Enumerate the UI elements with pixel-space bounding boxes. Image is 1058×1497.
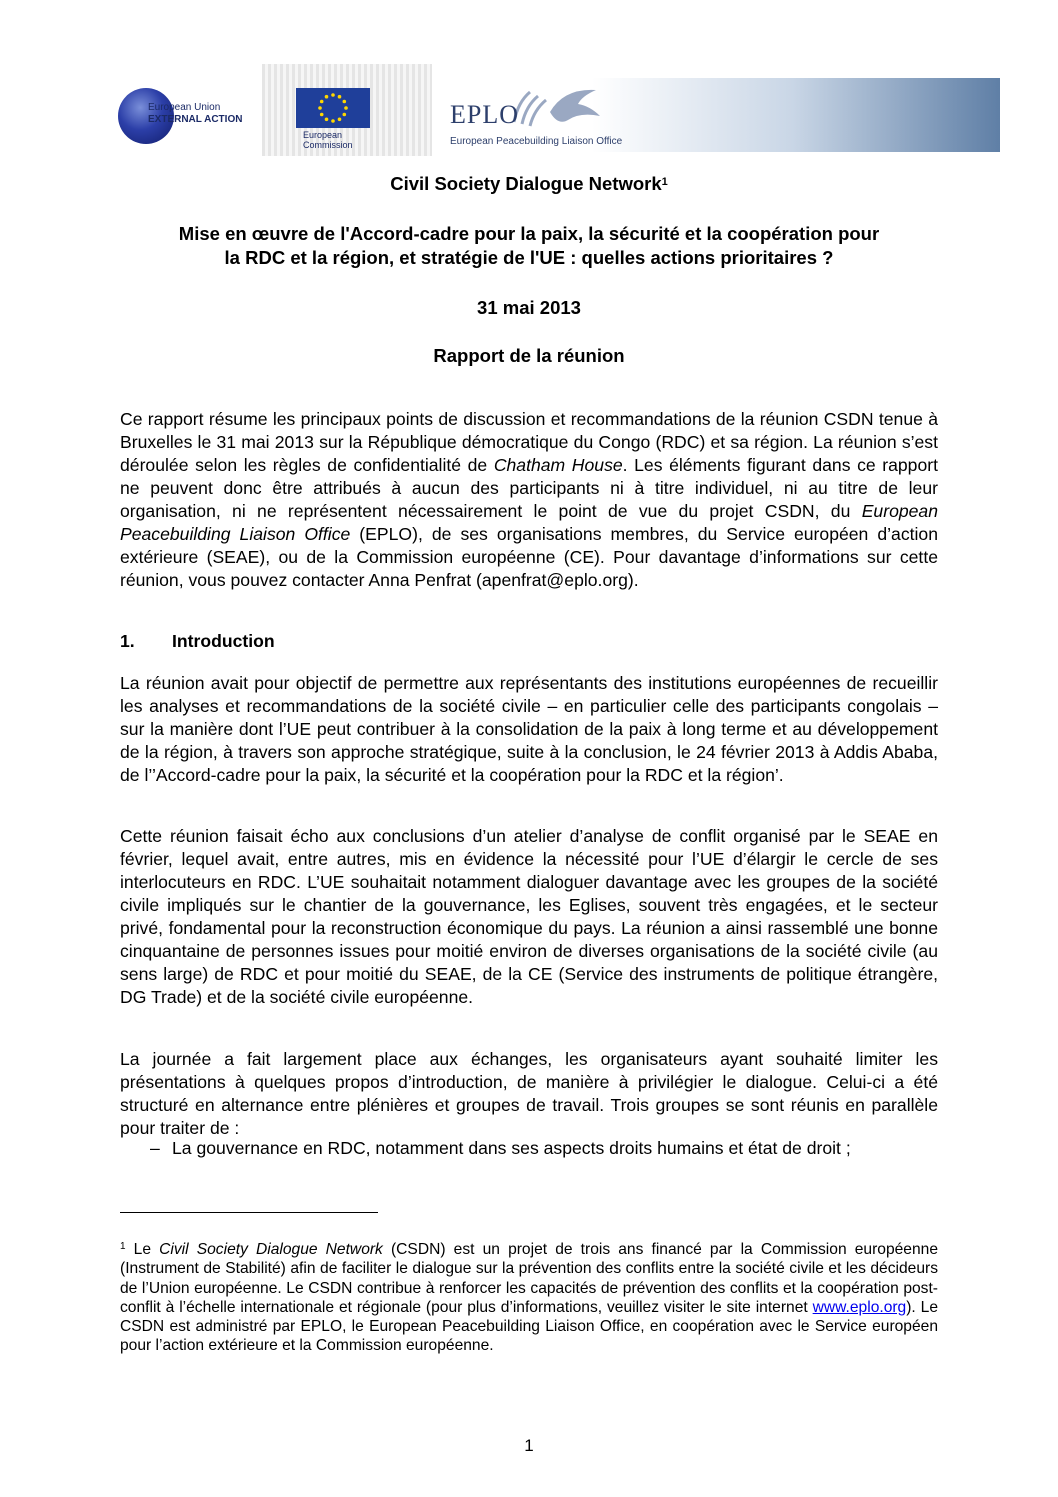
footnote-1: [120, 1240, 938, 1356]
footnote-lead: Le: [125, 1241, 160, 1258]
bullet-item-governance: La gouvernance en RDC, notamment dans ses aspects droits humains et état de droit ;: [172, 1138, 851, 1158]
eplo-full-name: European Peacebuilding Liaison Office: [450, 136, 623, 147]
eplo-website-link[interactable]: www.eplo.org: [812, 1298, 907, 1316]
network-title-text: Civil Society Dialogue Network: [390, 173, 662, 194]
ec-label-line1: European: [303, 130, 343, 140]
network-title: [0, 172, 1058, 196]
report-title: Rapport de la réunion: [433, 345, 625, 366]
eu-external-action-logo: [116, 86, 256, 148]
section1-paragraph-1: La réunion avait pour objectif de permettre aux représentants des institutions européennes de recueillir les analyses et recommandations de la société civile – en particulier celle des participants congolais – sur la manière dont l’UE peut contribuer à la consolidation de la paix à long terme et au développement de la région, à travers son approche stratégique, suite à la conclusion, le 24 février 2013 à Addis Ababa, de l’’Accord-cadre pour la paix, la sécurité et la coopération pour la RDC et la région’.: [120, 673, 938, 785]
meeting-date: 31 mai 2013: [477, 297, 581, 318]
footnote-separator: [120, 1212, 378, 1213]
eeas-logo-line2: EXTERNAL ACTION: [148, 114, 243, 125]
ec-label-line2: Commission: [303, 140, 353, 150]
meeting-title-line2: la RDC et la région, et stratégie de l'UE : quelles actions prioritaires ?: [224, 247, 834, 268]
footnote-text-1: (CSDN) est un projet de trois ans financé par la Commission européenne (Instrument de Stabilité) afin de faciliter le dialogue sur la prévention des conflits entre la société civile et les décideurs de l’Union européenne. Le CSDN contribue à renforcer les capacités de prévention des conflits et la coopération post-conflit à l’échelle internationale et régionale (pour plus d’informations, veuillez visiter le site internet: [120, 1241, 938, 1316]
csdn-italic: Civil Society Dialogue Network: [159, 1241, 383, 1258]
eplo-logo: [448, 82, 623, 152]
bullet-dash: –: [150, 1138, 160, 1158]
section1-paragraph-3: La journée a fait largement place aux échanges, les organisateurs ayant souhaité limiter les présentations à quelques propos d’introduction, de manière à privilégier le dialogue. Celui-ci a été structuré en alternance entre plénières et groupes de travail. Trois groupes se sont réunis en parallèle pour traiter de :: [120, 1049, 938, 1138]
section1-paragraph-2: Cette réunion faisait écho aux conclusions d’un atelier d’analyse de conflit organisé par le SEAE en février, lequel avait, entre autres, mis en évidence la nécessité pour l’UE d’élargir le cercle de ses interlocuteurs en RDC. L’UE souhaitait notamment dialoguer davantage avec les groupes de la société civile impliqués sur le chantier de la gouvernance, les Eglises, souvent très engagées, et le secteur privé, fondamental pour la reconstruction économique du pays. La réunion a ainsi rassemblé une bonne cinquantaine de personnes issues pour moitié environ de diverses organisations de la société civile (au sens large) de RDC et pour moitié du SEAE, de la CE (Service des instruments de politique étrangère, DG Trade) et de la société civile européenne.: [120, 826, 938, 1007]
dove-icon: [504, 82, 608, 134]
footnote-text-2: ). Le CSDN est administré par EPLO, le European Peacebuilding Liaison Office, en coopération avec le Service européen pour l’action extérieure et la Commission européenne.: [120, 1298, 938, 1355]
eu-flag-icon: [296, 88, 370, 128]
section-heading-introduction: [120, 630, 275, 653]
footnote-mark: 1: [120, 1241, 126, 1252]
footnote-ref-1[interactable]: 1: [661, 176, 668, 188]
meeting-title: [0, 222, 1058, 270]
eeas-logo-line1: European Union: [148, 102, 221, 113]
intro-text-2: . Les éléments figurant dans ce rapport ne peuvent donc être attribués à aucun des participants ni à titre individuel, ni au titre de leur organisation, ni ne représentent nécessairement le point de vue du projet CSDN, du: [120, 455, 938, 521]
intro-text-3: (EPLO), de ses organisations membres, du Service européen d’action extérieure (SEAE), ou de la Commission européenne (CE). Pour davantage d’informations sur cette réunion, vous pouvez contacter Anna Penfrat (apenfrat@eplo.org).: [120, 524, 938, 590]
intro-paragraph: [120, 408, 938, 592]
intro-text-1: Ce rapport résume les principaux points de discussion et recommandations de la réunion CSDN tenue à Bruxelles le 31 mai 2013 sur la République démocratique du Congo (RDC) et sa région. La réunion s’est déroulée selon les règles de confidentialité de: [120, 409, 938, 475]
page-number: 1: [524, 1436, 534, 1455]
chatham-house-italic: Chatham House: [493, 455, 623, 475]
eplo-wordmark: EPLO: [450, 100, 519, 129]
european-commission-label: [303, 130, 353, 150]
section-number: 1.: [120, 631, 135, 651]
section-title: Introduction: [172, 631, 275, 651]
eplo-italic: European Peacebuilding Liaison Office: [120, 501, 938, 544]
meeting-title-line1: Mise en œuvre de l'Accord-cadre pour la paix, la sécurité et la coopération pour: [178, 223, 880, 244]
